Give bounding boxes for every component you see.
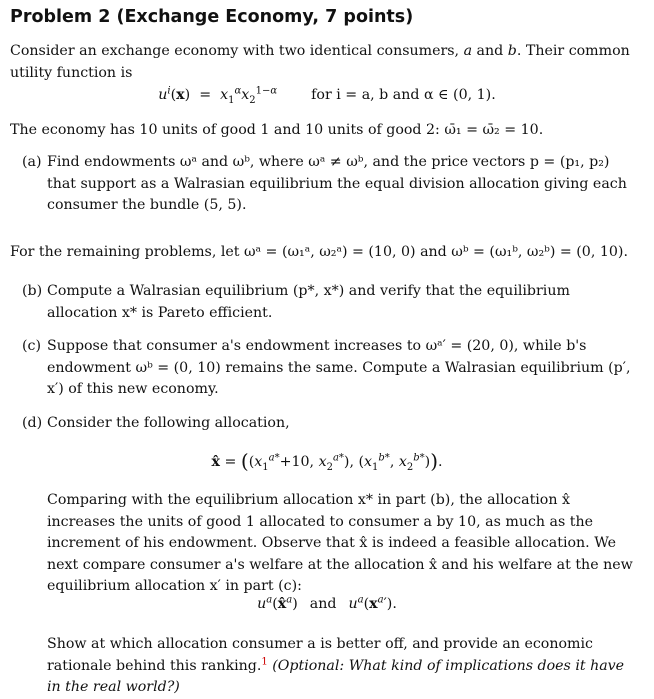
utility-formula: $u^i$	[158, 85, 171, 103]
part-d-question-text: Show at which allocation consumer a is better off, and provide an economic rationale behind this ranking.	[47, 636, 593, 674]
utility-condition: for i = a, b and α ∈ (0, 1).	[311, 87, 496, 103]
optional-question: (Optional: What kind of implications does it have in the real world?)	[47, 657, 625, 695]
intro-text-1: Consider an exchange economy with two identical consumers,	[10, 43, 464, 59]
welfare-equation: $u^a(x̂^a)$ and $u^a(x^a')$.	[257, 594, 397, 612]
part-d-question	[47, 634, 637, 699]
part-b-label: (b)	[22, 283, 43, 299]
part-d-intro: Consider the following allocation,	[47, 415, 290, 431]
part-d-label: (d)	[22, 415, 43, 431]
utility-equation: $u^i(x) = x_1^\alpha x_2^{1-\alpha}$ for i = a, b and α ∈ (0, 1).	[158, 85, 496, 106]
footnote-mark[interactable]: 1	[261, 655, 268, 667]
consumer-b-name: b	[507, 43, 517, 59]
intro-paragraph	[10, 41, 640, 84]
part-c-label: (c)	[22, 338, 42, 354]
total-endowment-text: The economy has 10 units of good 1 and 10 units of good 2:	[10, 122, 445, 138]
and-word: and	[472, 43, 508, 59]
remaining-setup: For the remaining problems, let ωᵃ = (ω₁ᵃ, ω₂ᵃ) = (10, 0) and ωᵇ = (ω₁ᵇ, ω₂ᵇ) = (0, 10).	[10, 244, 628, 260]
part-d-comparison: Comparing with the equilibrium allocation x* in part (b), the allocation x̂ increases the units of good 1 allocated to consumer a by 10, as much as the increment of his endowment. Observe that x̂ is indeed a feasible allocation. We next compare consumer a's welfare at the allocation x̂ and his welfare at the new equilibrium allocation x′ in part (c):	[47, 492, 633, 594]
part-a-text: Find endowments ωᵃ and ωᵇ, where ωᵃ ≠ ωᵇ, and the price vectors p = (p₁, p₂) that support as a Walrasian equilibrium the equal division allocation giving each consumer the bundle (5, 5).	[47, 154, 627, 213]
part-a-label: (a)	[22, 154, 42, 170]
xhat-equation: x̂ = (($x_1^{a*}+10$, $x_2^{a*}$), ($x_1^{b*}$, $x_2^{b*}$)).	[211, 449, 443, 473]
problem-title: Problem 2 (Exchange Economy, 7 points)	[10, 7, 414, 27]
intro-text-2: . Their common utility function is	[10, 43, 630, 81]
total-endowment-equation: ω̄₁ = ω̄₂ = 10.	[444, 122, 544, 138]
part-b-text: Compute a Walrasian equilibrium (p*, x*) and verify that the equilibrium allocation x* is Pareto efficient.	[47, 283, 570, 321]
part-c-text: Suppose that consumer a's endowment increases to ωᵃ′ = (20, 0), while b's endowment ωᵇ = (0, 10) remains the same. Compute a Walrasian equilibrium (p′, x′) of this new economy.	[47, 338, 631, 397]
total-endowment	[10, 120, 640, 142]
consumer-a-name: a	[463, 43, 473, 59]
